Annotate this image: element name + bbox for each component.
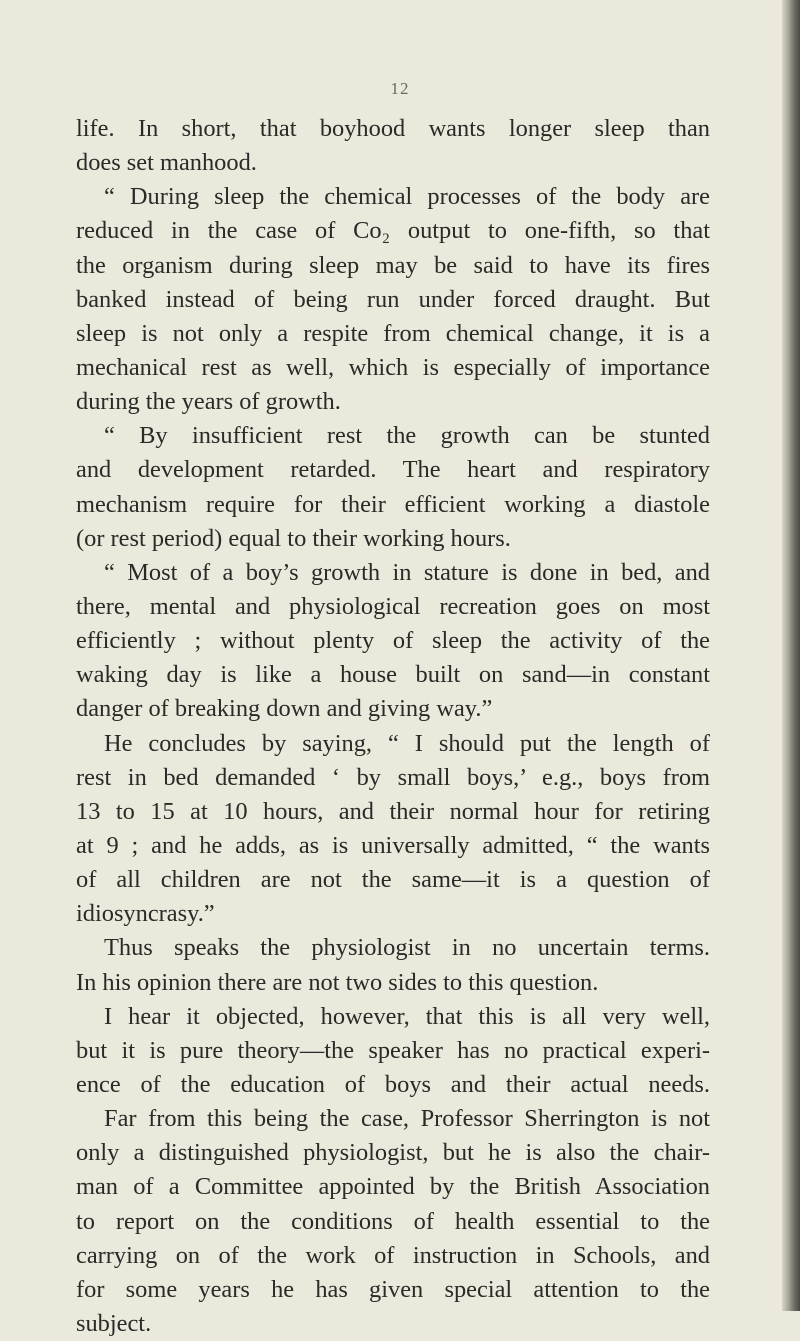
text-line: banked instead of being run under forced draught. But [76,285,710,313]
text-line: for some years he has given special attention to the [76,1275,710,1303]
text-line: life. In short, that boyhood wants longer sleep than [76,115,710,142]
text-line: 13 to 15 at 10 hours, and their normal hour for retiring [76,797,710,825]
text-line: at 9 ; and he adds, as is universally admitted, “ the wants [76,831,710,859]
text-line: does set manhood. [76,149,257,177]
text-line: carrying on of the work of instruction in Schools, and [76,1241,710,1269]
text-line: ence of the education of boys and their actual needs. [76,1070,710,1098]
body-text [76,112,710,1341]
text-line: mechanical rest as well, which is especially of importance [76,353,710,381]
text-line: “ By insufficient rest the growth can be stunted [104,422,710,450]
text-line: and development retarded. The heart and respiratory [76,456,710,484]
text-line: Far from this being the case, Professor Sherrington is not [104,1105,710,1133]
text-line: of all children are not the same—it is a question of [76,866,710,894]
text-line: waking day is like a house built on sand—in constant [76,661,710,689]
text-line: idiosyncrasy.” [76,900,215,928]
text-line: to report on the conditions of health essential to the [76,1207,710,1235]
text-line: efficiently ; without plenty of sleep the activity of the [76,627,710,655]
text-line: only a distinguished physiologist, but he is also the chair- [76,1139,710,1167]
text-line: but it is pure theory—the speaker has no practical experi- [76,1036,710,1064]
page-number: 12 [390,79,410,98]
text-line: subject. [76,1309,152,1337]
text-line: during the years of growth. [76,388,341,416]
text-line: sleep is not only a respite from chemical change, it is a [76,319,710,347]
text-line: the organism during sleep may be said to have its fires [76,251,710,279]
text-line: (or rest period) equal to their working hours. [76,524,511,552]
text-line: man of a Committee appointed by the British Association [76,1173,710,1201]
scanned-page-edge [782,0,800,1311]
text-line: I hear it objected, however, that this is all very well, [104,1002,710,1030]
text-line: “ Most of a boy’s growth in stature is done in bed, and [104,558,710,586]
text-line: rest in bed demanded ‘ by small boys,’ e.g., boys from [76,763,710,791]
text-line: danger of breaking down and giving way.” [76,695,493,723]
text-line: there, mental and physiological recreation goes on most [76,592,710,620]
text-line: In his opinion there are not two sides to this question. [76,968,599,996]
text-line: mechanism require for their efficient working a diastole [76,490,710,518]
text-line: Thus speaks the physiologist in no uncertain terms. [104,934,710,962]
text-line: reduced in the case of Co₂ output to one-fifth, so that [76,217,710,245]
text-line: “ During sleep the chemical processes of the body are [104,183,710,211]
text-line: He concludes by saying, “ I should put the length of [104,729,710,757]
